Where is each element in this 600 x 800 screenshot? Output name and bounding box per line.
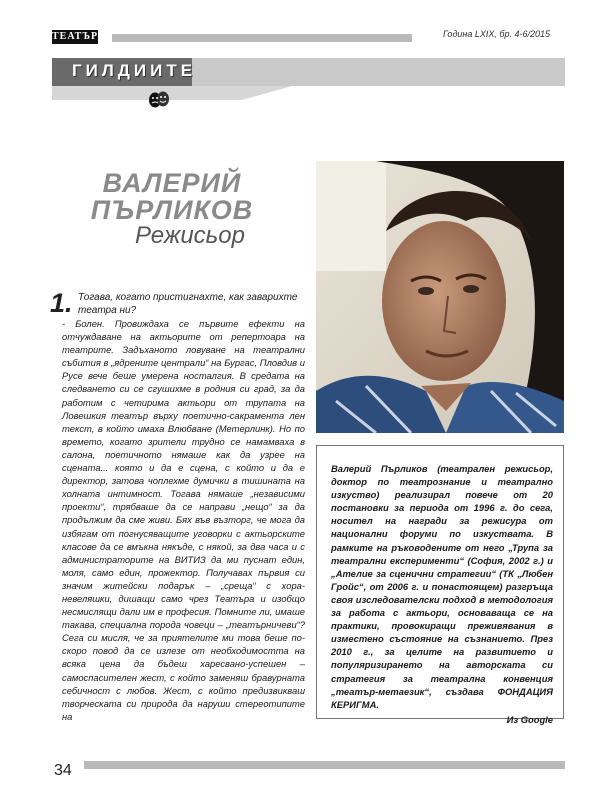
person-role: Режисьор bbox=[135, 222, 245, 249]
theater-masks-icon bbox=[148, 91, 170, 109]
portrait-photo bbox=[316, 161, 564, 433]
interview-answer: - Болен. Провиждаха се първите ефекти на отчуждаване на актьорите от репертоара на театрите. Задъханото ловуване на театрални събития в „ядрените централи“ на Бургас, Пловдив и Русе вече беше умерена носталгия. В средата на следването си се сгушихме в родния си град, за да работим с четирима актьори от трупата на Ловешкия театър върху поетично-сакрамента лен текст, в който имаха Влюбване (Метерлинк). Но по времето, когато зрители трудно се намамваха в салона, поетичното нямаше как да узрее на сцената... която и да е сцена, с който и да е директор, затова чоплехме думички в тишината на холната интимност. Тогава нямаше „независими проекти“, трябваше да се направи „нещо“ за да продължим да сме живи. Бях във възторг, че мога да избягам от погнусяващите уговорки с актьорските класове да се вмъкна някъде, с някой, за два часа и с администраторите на ВИТИЗ да ми пуснат един, моля, само един, прожектор. Получавах първия си значим житейски подарък – „среща“ с хора-невеляшки, дишащи само чрез Театъра и изобщо несмислящи дали им е професия. Помните ли, имаше такава, специална порода човеци – „театърничеви“? Сега си мисля, че за приятелите ми това беше по-скоро повод да се излезе от необходимостта на всяка цена да бъдеш харесвано-успешен – самоспасителен жест, с който заменяш бравурната себичност с любов. Жест, с който предизвикваш творческата си природа да наруши стереотипите на bbox=[62, 318, 305, 722]
bio-text: Валерий Пърликов (театрален режисьор, доктор по театрознание и театрално изкуство) реализирал повече от 20 постановки за периода от 1996 г. до сега, носител на награди за режисура от национални форуми по изкуствата. В рамките на ръководените от него „Трупа за театрални експерименти“ (София, 2002 г.) и „Ателие за сценични стратегии“ (ТК „Любен Гройс“, от 2006 г. и понастоящем) разгръща своя изследователски подход в методология за работа с актьори, основаваща се на практики, провокиращи преживявания в изместено състояние на съзнанието. През 2010 г., за целите на развитието и популяризирането на авторската си стратегия за театрална конвенция „театър-метаезик“, създава ФОНДАЦИЯ КЕРИГМА. bbox=[331, 463, 553, 710]
banner-tail bbox=[52, 86, 292, 100]
person-name bbox=[72, 170, 272, 224]
bio-source: Из Google bbox=[506, 713, 553, 725]
page-number: 34 bbox=[54, 762, 72, 779]
person-last-name: ПЪРЛИКОВ bbox=[90, 195, 254, 225]
footer-rule bbox=[84, 761, 565, 769]
interview-question: Тогава, когато пристигнахте, как заварихте театра ни? bbox=[78, 292, 298, 317]
section-title: ГИЛДИИТЕ bbox=[72, 61, 197, 80]
magazine-logo: ТЕАТЪР bbox=[52, 31, 99, 42]
bio-box bbox=[316, 445, 564, 725]
person-first-name: ВАЛЕРИЙ bbox=[102, 168, 242, 198]
header-rule bbox=[112, 34, 412, 42]
issue-info: Година LXIX, бр. 4-6/2015 bbox=[443, 29, 550, 39]
question-number: 1. bbox=[50, 288, 73, 318]
